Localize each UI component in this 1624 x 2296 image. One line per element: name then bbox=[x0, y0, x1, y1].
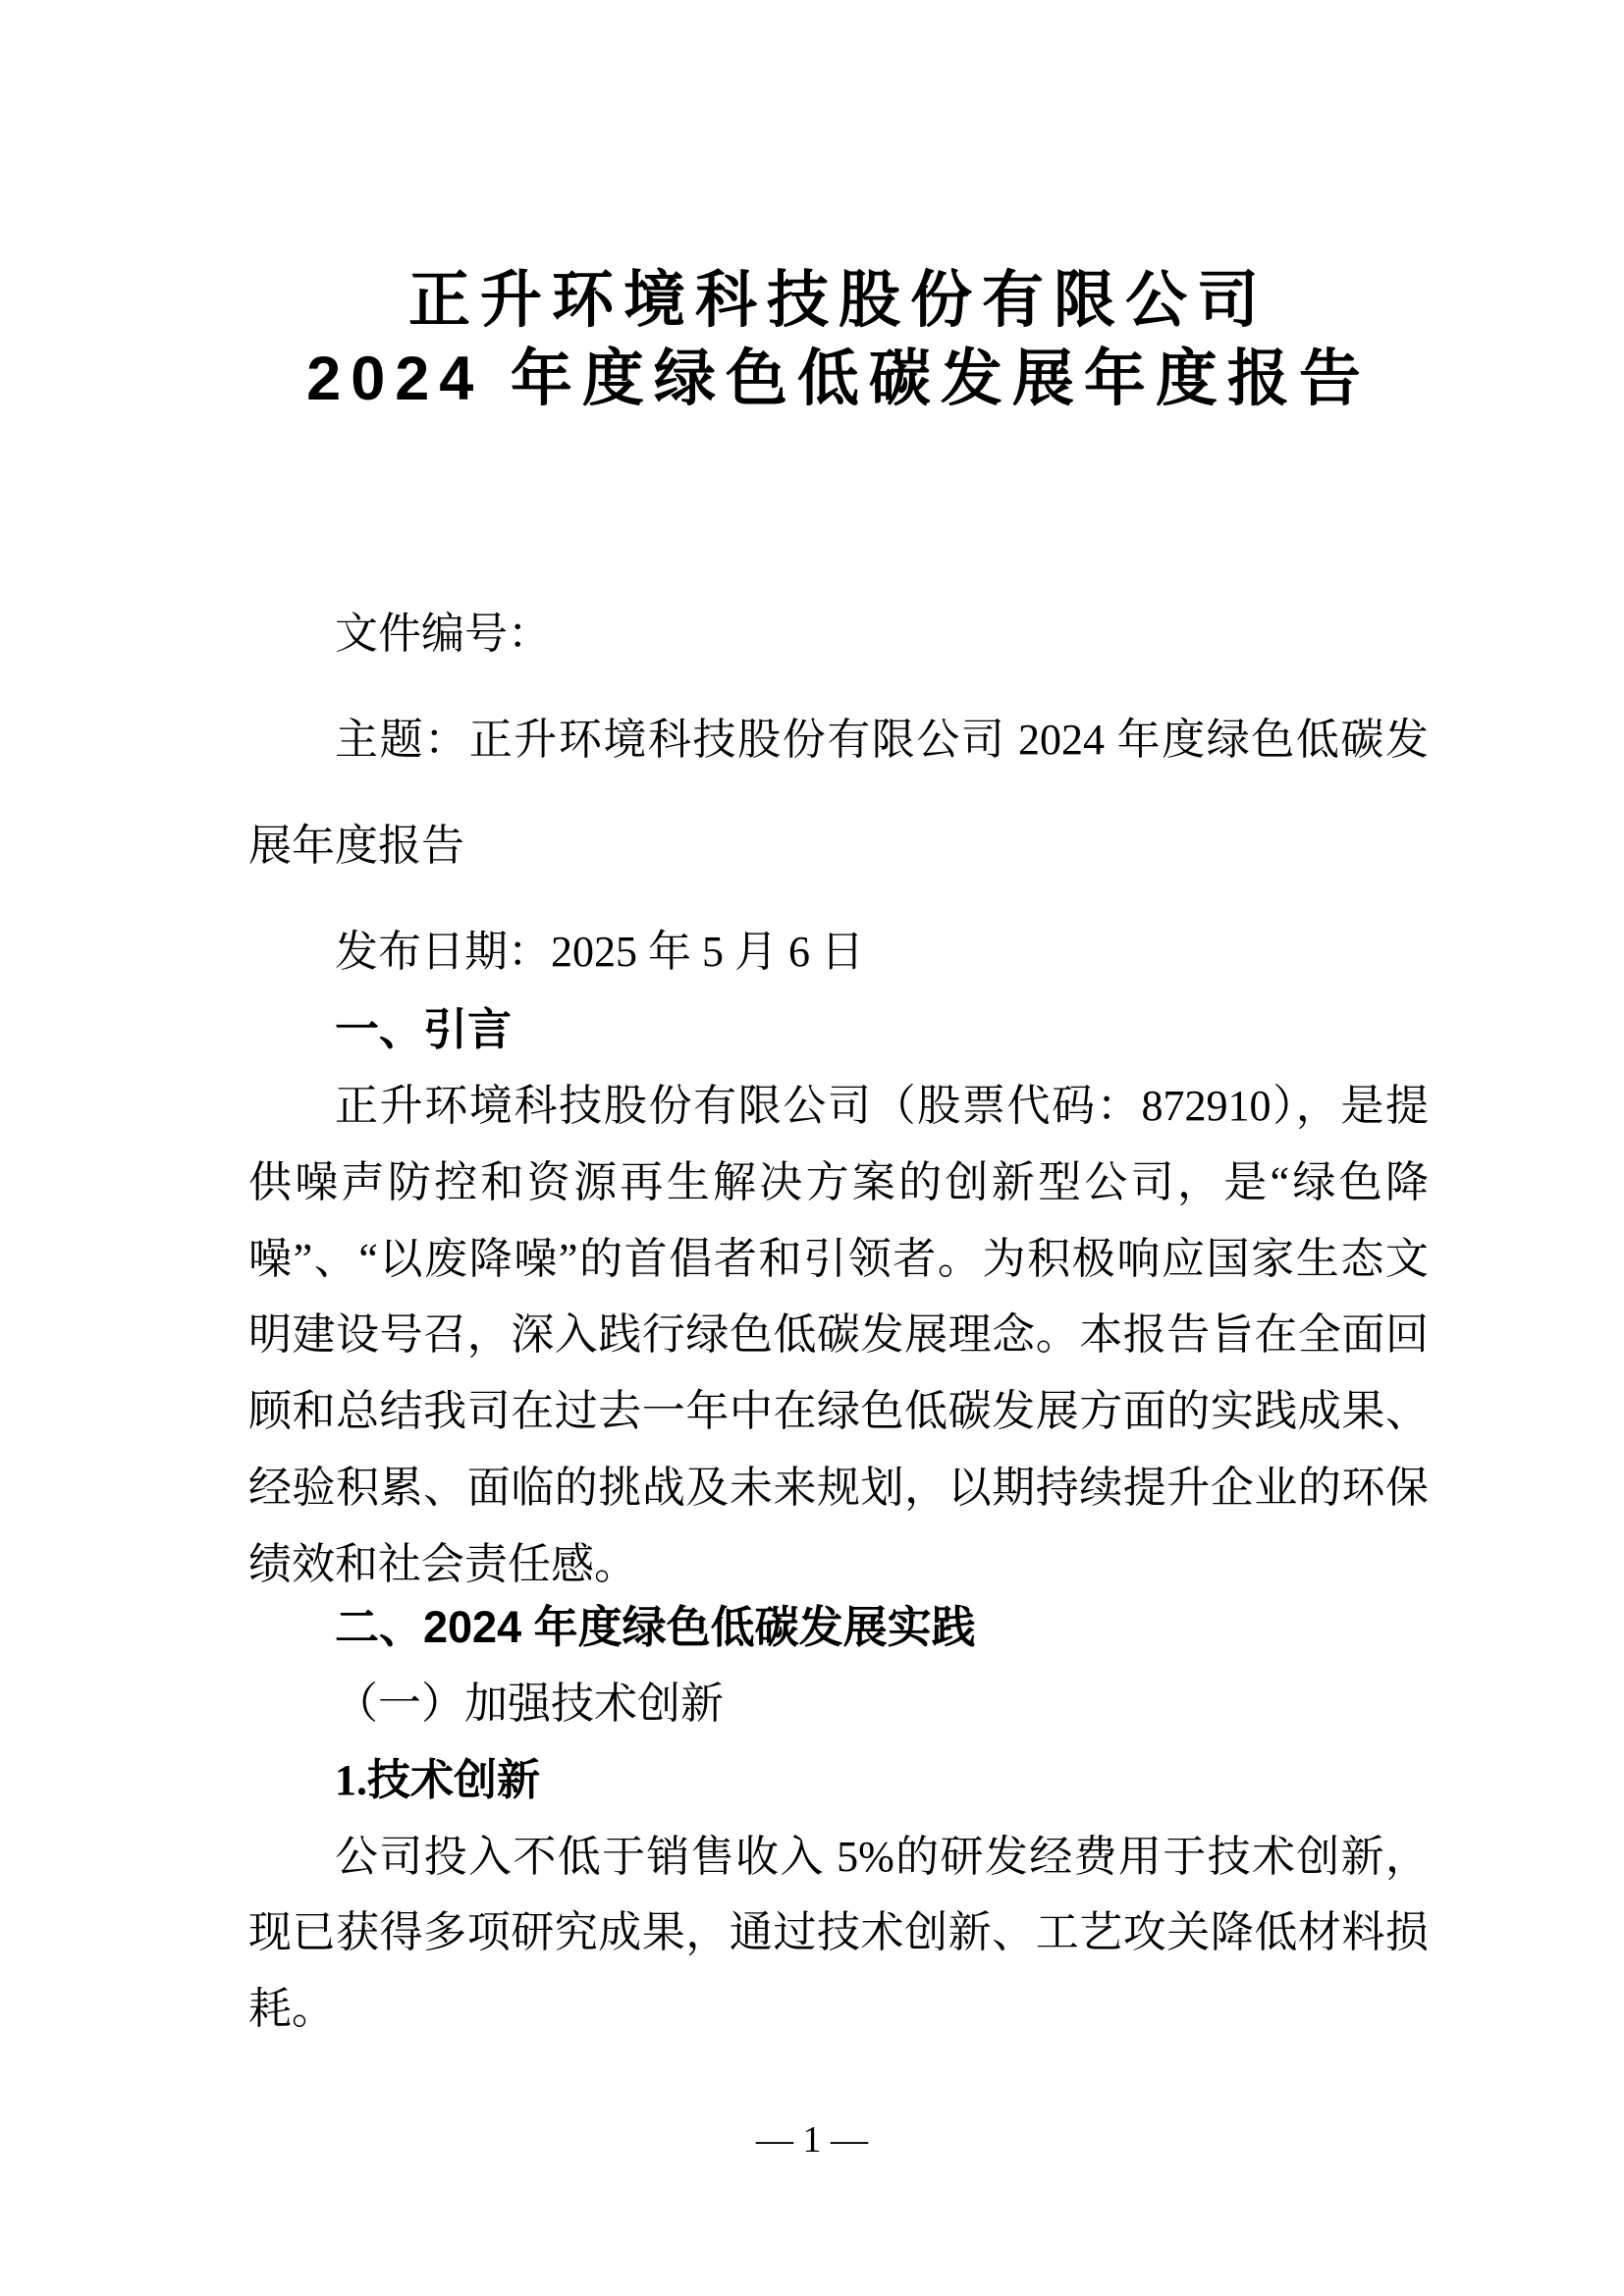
meta-publish-date: 发布日期：2025 年 5 月 6 日 bbox=[335, 928, 864, 976]
section-heading-introduction: 一、引言 bbox=[335, 1004, 513, 1054]
subsection-heading-tech-innovation: （一）加强技术创新 bbox=[335, 1679, 724, 1728]
page-number: — 1 — bbox=[756, 2119, 868, 2161]
document-meta bbox=[248, 581, 1429, 1005]
item-heading-tech-innovation: 1.技术创新 bbox=[335, 1755, 540, 1804]
meta-doc-number: 文件编号： bbox=[335, 610, 551, 658]
paragraph-tech-innovation: 公司投入不低于销售收入 5%的研发经费用于技术创新，现已获得多项研究成果，通过技术创新、工艺攻关降低材料损耗。 bbox=[248, 1832, 1429, 2034]
section-heading-practice: 二、2024 年度绿色低碳发展实践 bbox=[335, 1601, 976, 1652]
title-line-2: 2024 年度绿色低碳发展年度报告 bbox=[306, 345, 1371, 413]
document-title bbox=[248, 261, 1429, 418]
meta-subject: 主题：正升环境科技股份有限公司 2024 年度绿色低碳发展年度报告 bbox=[248, 716, 1429, 870]
paragraph-introduction: 正升环境科技股份有限公司（股票代码：872910），是提供噪声防控和资源再生解决方案的创新型公司，是“绿色降噪”、“以废降噪”的首倡者和引领者。为积极响应国家生态文明建设号召，深入践行绿色低碳发展理念。本报告旨在全面回顾和总结我司在过去一年中在绿色低碳发展方面的实践成果、经验积累、面临的挑战及未来规划，以期持续提升企业的环保绩效和社会责任感。 bbox=[248, 1082, 1429, 1588]
title-line-1: 正升环境科技股份有限公司 bbox=[408, 266, 1269, 335]
